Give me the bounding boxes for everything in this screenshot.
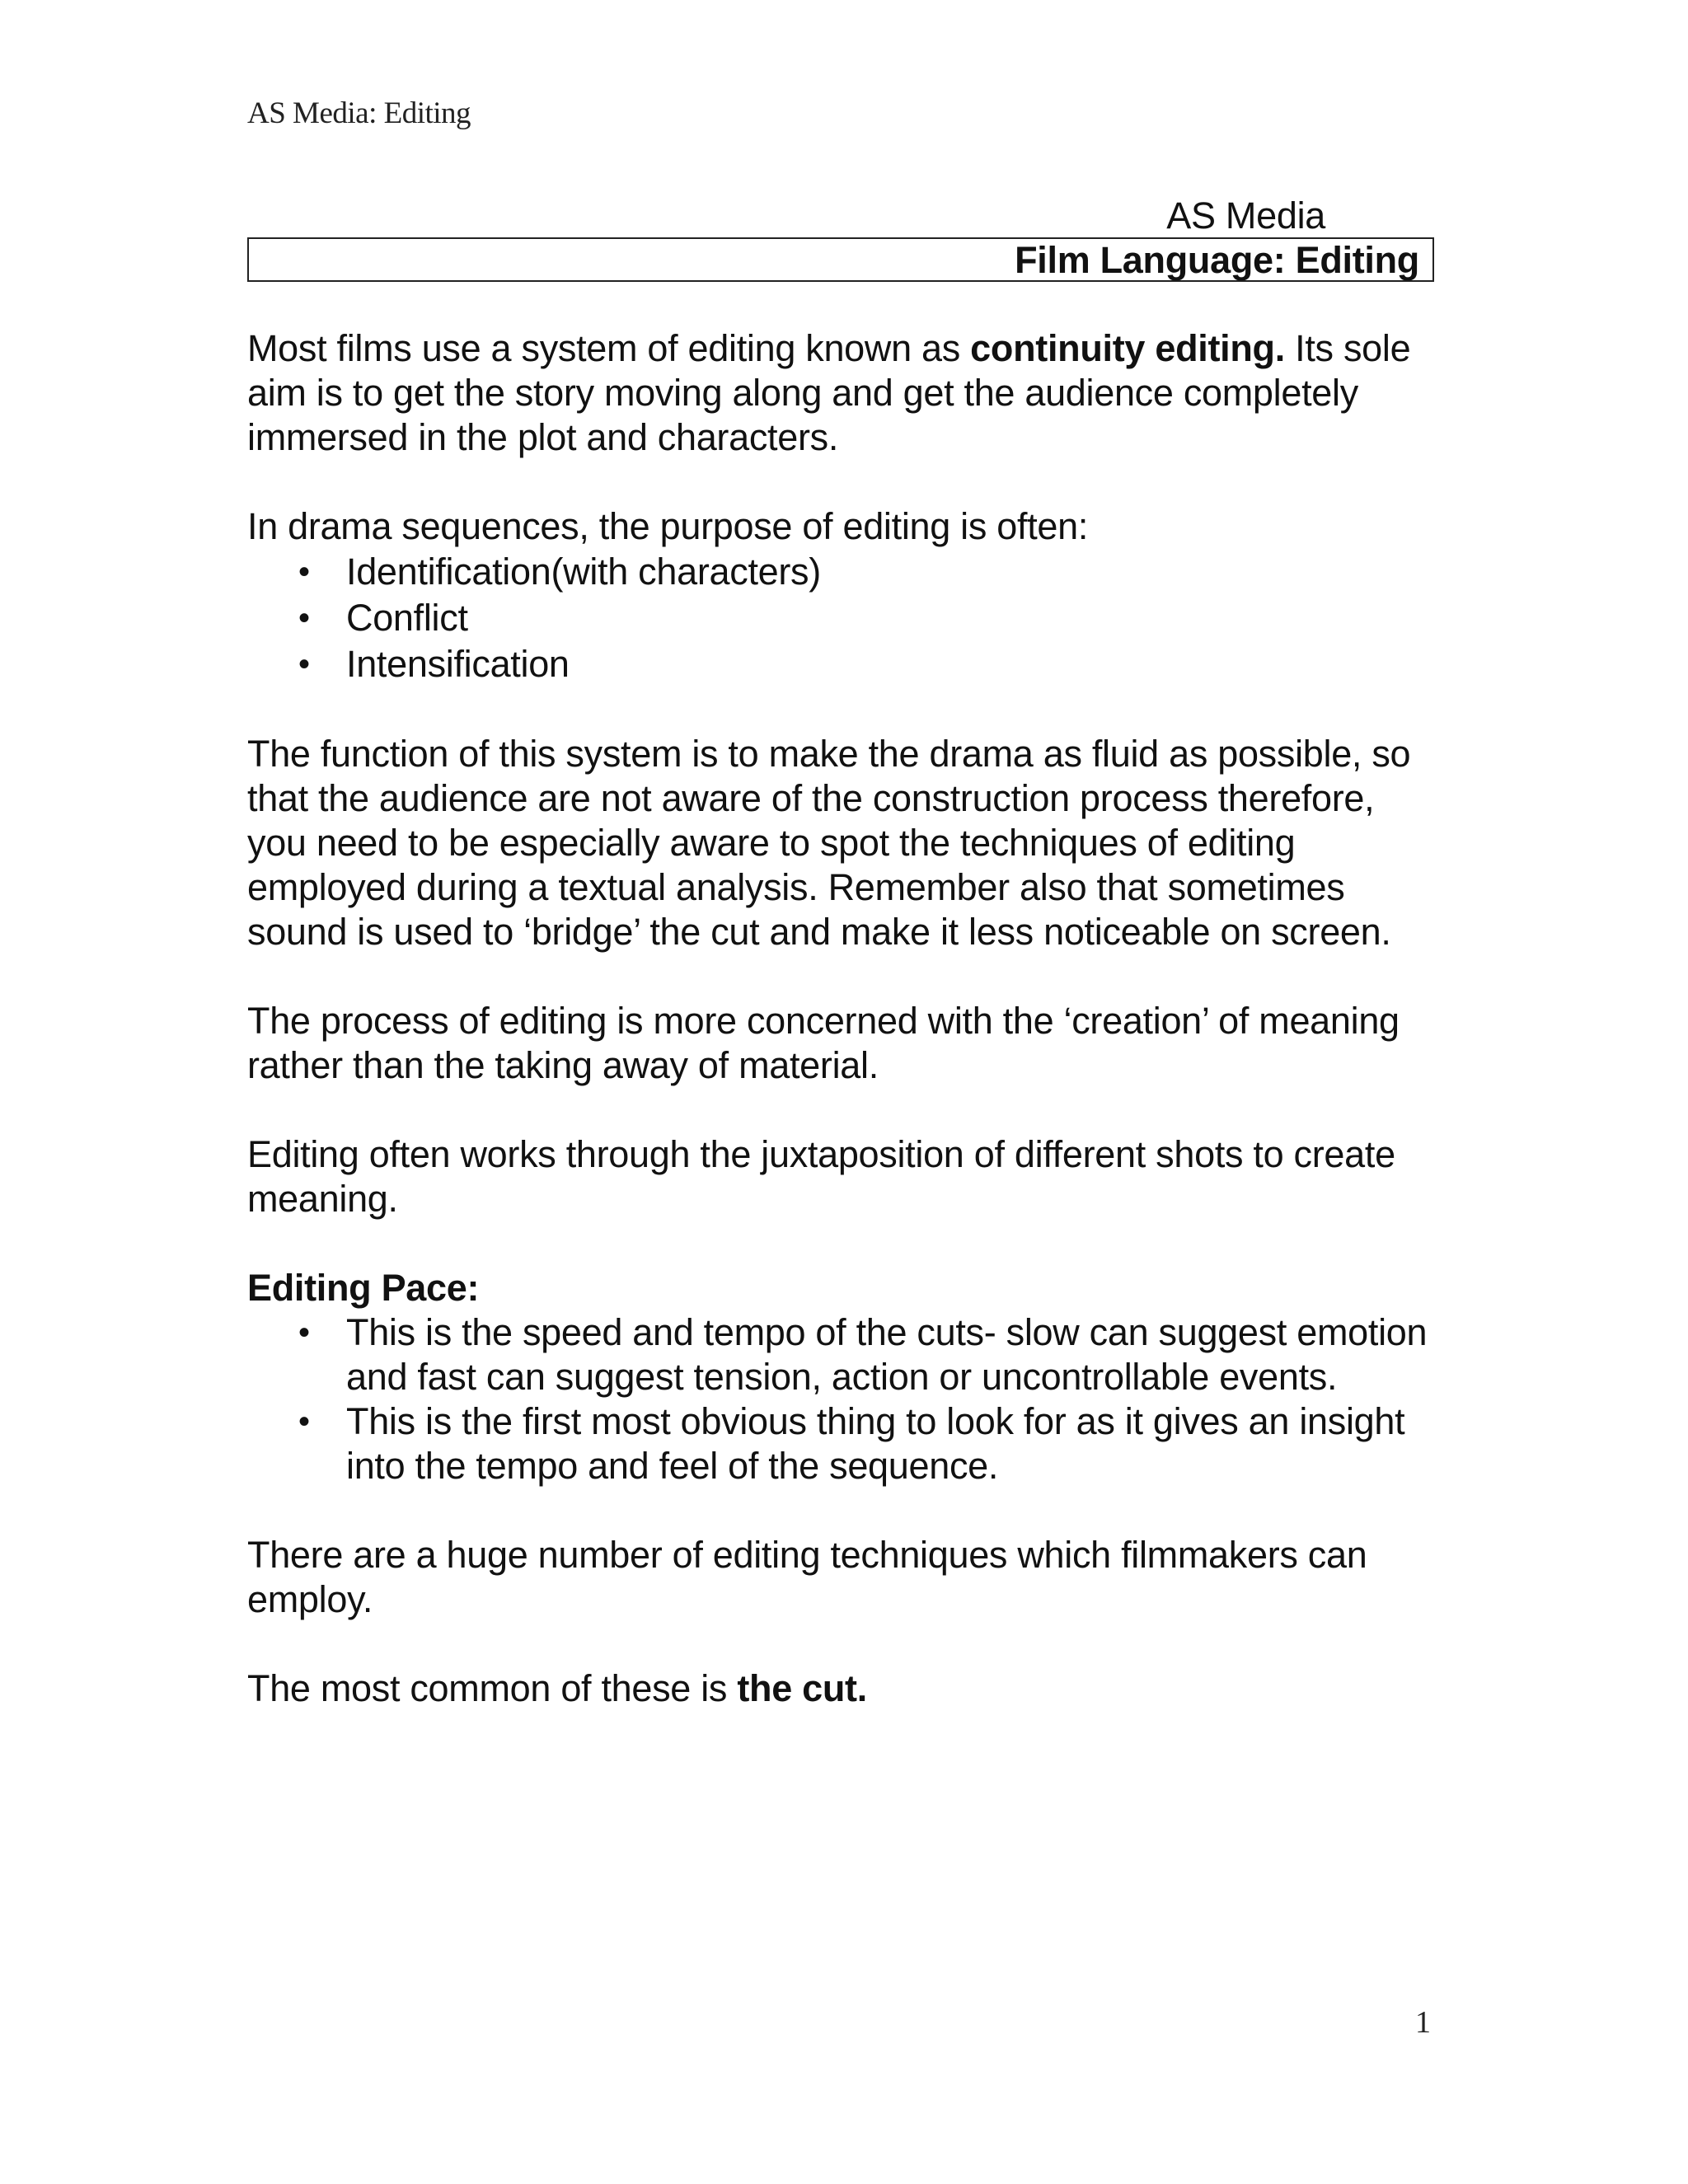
bullet-icon: •: [298, 1315, 310, 1351]
list-item: [247, 1310, 1434, 1399]
juxtaposition-paragraph: Editing often works through the juxtaposition of different shots to create meaning.: [247, 1133, 1395, 1220]
list-item: [247, 641, 1434, 687]
function-paragraph: The function of this system is to make the drama as fluid as possible, so that the audience are not aware of the construction process therefore, you need to be especially aware to spot the techniques of editing employed during a textual analysis. Remember also that sometimes sound is used to ‘bridge’ the cut and make it less noticeable on screen.: [247, 733, 1411, 953]
process-paragraph: The process of editing is more concerned with the ‘creation’ of meaning rather than the taking away of material.: [247, 1000, 1400, 1086]
page-number: 1: [1415, 2005, 1431, 2040]
drama-purpose-list: [247, 549, 1434, 687]
intro-paragraph: [247, 326, 1434, 460]
techniques-paragraph: There are a huge number of editing techniques which filmmakers can employ.: [247, 1534, 1367, 1620]
common-bold-term: the cut.: [737, 1667, 867, 1709]
list-item-text: This is the first most obvious thing to look for as it gives an insight into the tempo and feel of the sequence.: [346, 1400, 1405, 1487]
editing-pace-list: [247, 1310, 1434, 1488]
document-title-box: Film Language: Editing: [247, 237, 1434, 282]
drama-lead-paragraph: In drama sequences, the purpose of editing is often:: [247, 505, 1089, 547]
bullet-icon: •: [298, 600, 310, 636]
common-text-before: The most common of these is: [247, 1667, 738, 1709]
document-title-top: AS Media: [1166, 194, 1325, 237]
list-item: [247, 549, 1434, 595]
bullet-icon: •: [298, 1404, 310, 1440]
intro-text-before: Most films use a system of editing known as: [247, 327, 971, 369]
list-item-text: Identification(with characters): [346, 551, 821, 593]
list-item-text: Conflict: [346, 597, 468, 639]
running-header: AS Media: Editing: [247, 96, 471, 130]
common-cut-paragraph: [247, 1666, 1434, 1711]
list-item-text: Intensification: [346, 643, 570, 685]
bullet-icon: •: [298, 646, 310, 682]
list-item-text: This is the speed and tempo of the cuts- slow can suggest emotion and fast can suggest tension, action or uncontrollable events.: [346, 1311, 1428, 1398]
list-item: [247, 1399, 1434, 1488]
intro-text-after: Its sole aim is to get the story moving along and get the audience completely immersed in the plot and characters.: [247, 327, 1411, 458]
document-body: [247, 191, 1434, 1711]
list-item: [247, 595, 1434, 641]
intro-bold-term: continuity editing.: [970, 327, 1285, 369]
bullet-icon: •: [298, 554, 310, 590]
editing-pace-heading: Editing Pace:: [247, 1267, 480, 1309]
